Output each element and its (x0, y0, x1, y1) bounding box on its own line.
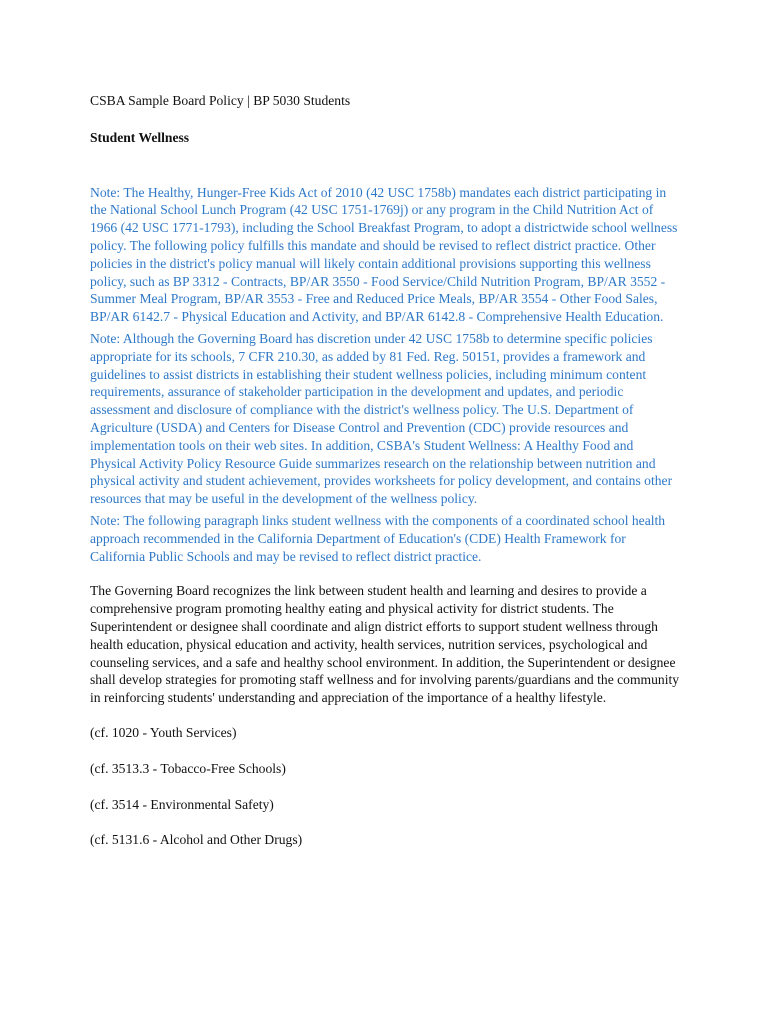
cross-reference-item: (cf. 3514 - Environmental Safety) (90, 796, 274, 812)
document-header: CSBA Sample Board Policy | BP 5030 Students (90, 93, 351, 108)
policy-paragraph: The Governing Board recognizes the link between student health and learning and desires to provide a comprehensive program promoting healthy eating and physical activity for district students. The Superintendent or designee shall coordinate and align district efforts to support student wellness through health education, physical education and activity, health services, nutrition services, psychological and counseling services, and a safe and healthy school environment. In addition, the Superintendent or designee shall develop strategies for promoting staff wellness and for involving parents/guardians and the community in reinforcing students' understanding and appreciation of the importance of a healthy lifestyle. (90, 583, 680, 706)
editorial-note-3: Note: The following paragraph links student wellness with the components of a coordinated school health approach recommended in the California Department of Education's (CDE) Health Framework for California Public Schools and may be revised to reflect district practice. (90, 512, 666, 564)
editorial-note-2: Note: Although the Governing Board has discretion under 42 USC 1758b to determine specific policies appropriate for its schools, 7 CFR 210.30, as added by 81 Fed. Reg. 50151, provides a framework and guidelines to assist districts in establishing their student wellness policies, including minimum content requirements, assurance of stakeholder participation in the development and updates, and periodic assessment and disclosure of compliance with the district's wellness policy. The U.S. Department of Agriculture (USDA) and Centers for Disease Control and Prevention (CDC) provide resources and implementation tools on their web sites. In addition, CSBA's Student Wellness: A Healthy Food and Physical Activity Policy Resource Guide summarizes research on the relationship between nutrition and physical activity and student achievement, provides worksheets for policy development, and contains other resources that may be useful in the development of the wellness policy. (90, 330, 673, 507)
cross-reference-item: (cf. 5131.6 - Alcohol and Other Drugs) (90, 832, 303, 848)
editorial-note-1: Note: The Healthy, Hunger-Free Kids Act of 2010 (42 USC 1758b) mandates each district participating in the National School Lunch Program (42 USC 1751-1769j) or any program in the Child Nutrition Act of 1966 (42 USC 1771-1793), including the School Breakfast Program, to adopt a districtwide school wellness policy. The following policy fulfills this mandate and should be revised to reflect district practice. Other policies in the district's policy manual will likely contain additional provisions supporting this wellness policy, such as BP 3312 - Contracts, BP/AR 3550 - Food Service/Child Nutrition Program, BP/AR 3552 - Summer Meal Program, BP/AR 3553 - Free and Reduced Price Meals, BP/AR 3554 - Other Food Sales, BP/AR 6142.7 - Physical Education and Activity, and BP/AR 6142.8 - Comprehensive Health Education. (90, 184, 678, 325)
cross-reference-item: (cf. 3513.3 - Tobacco-Free Schools) (90, 760, 286, 776)
cross-reference-item: (cf. 1020 - Youth Services) (90, 724, 237, 740)
page-title: Student Wellness (90, 129, 190, 145)
document-page (90, 92, 682, 867)
